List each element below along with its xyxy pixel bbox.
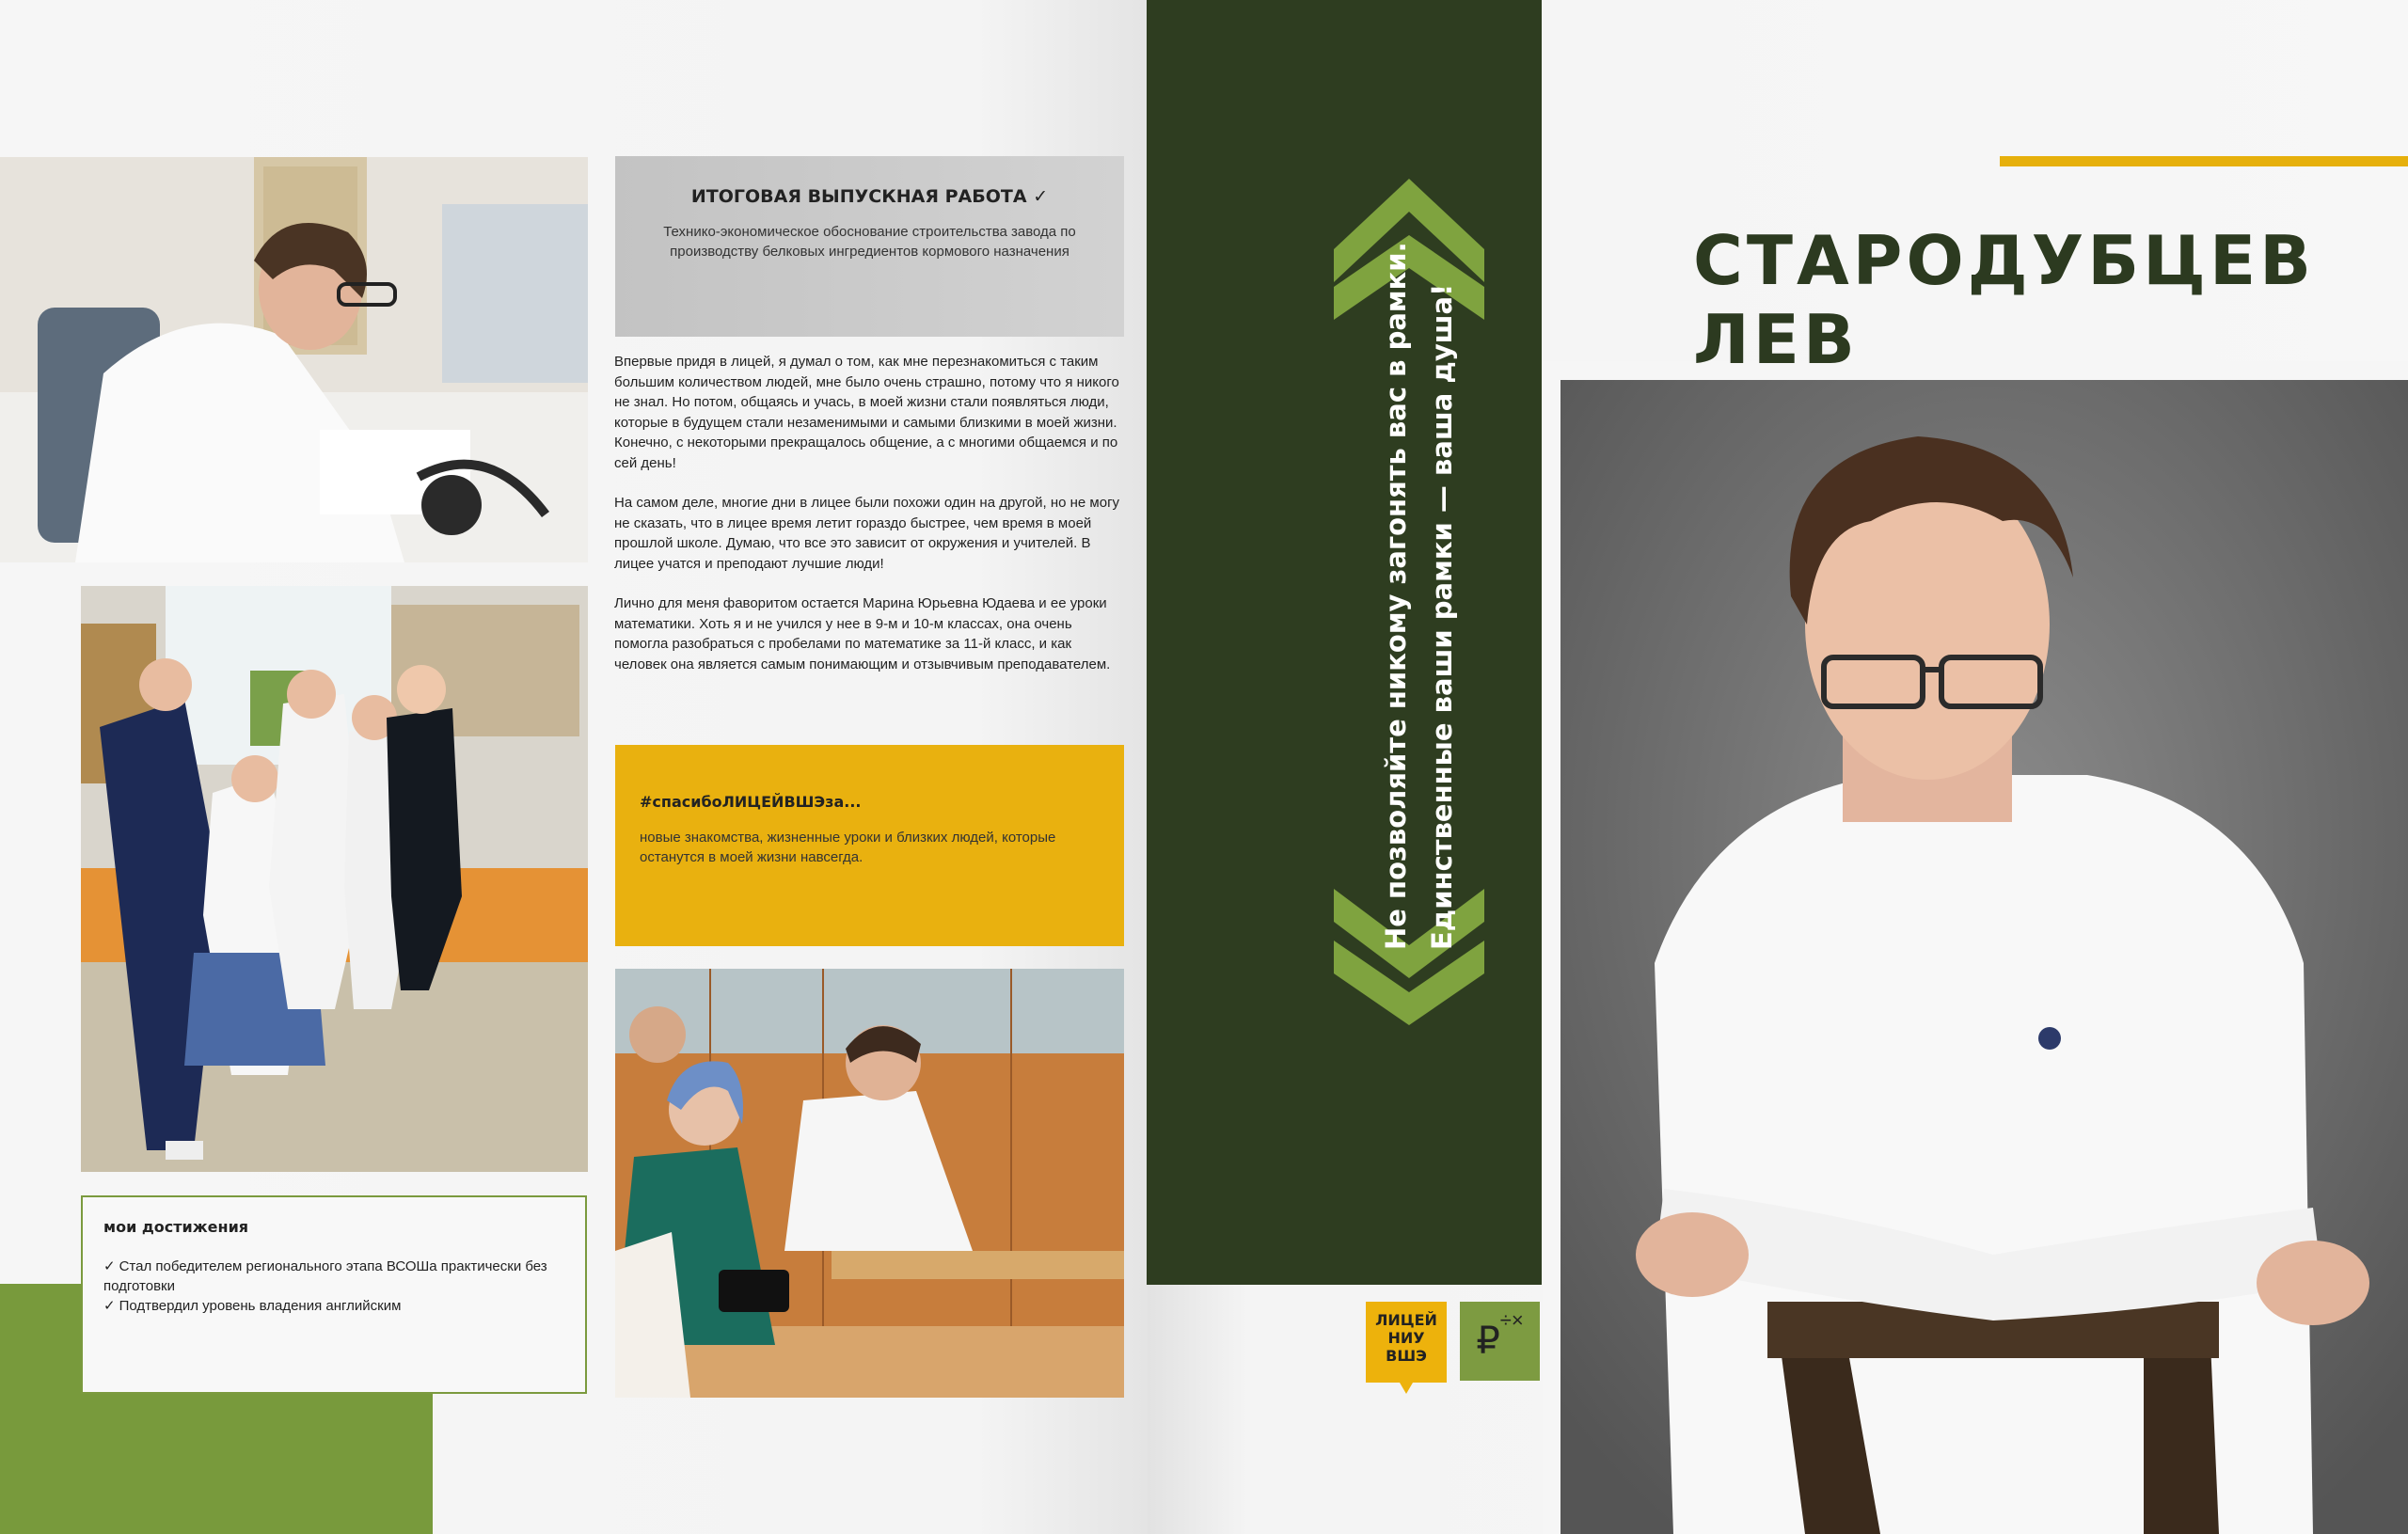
chevron-down-icon	[1334, 941, 1484, 1025]
check-icon: ✓	[103, 1298, 116, 1314]
story-text	[614, 352, 1127, 694]
achievements-list	[103, 1257, 555, 1316]
student-first-name: ЛЕВ	[1693, 300, 1859, 379]
check-icon: ✓	[1033, 186, 1049, 207]
photo-group-friends	[81, 586, 588, 1172]
story-paragraph: Впервые придя в лицей, я думал о том, как мне перезнакомиться с таким большим количеством людей, мне было очень страшно, потому что я никого не знал. Но потом, общаясь и учась, в моей жизни стали появляться люди, которые в будущем стали незаменимыми и самыми близкими в моей жизни. Конечно, с некоторыми прекращалось общение, а с многими общаемся и по сей день!	[614, 354, 1119, 471]
thesis-title: ИТОГОВАЯ ВЫПУСКНАЯ РАБОТА ✓	[690, 186, 1049, 207]
thanks-hashtag: #спасибоЛИЦЕЙВШЭза...	[640, 793, 862, 811]
achievements-heading: мои достижения	[103, 1218, 249, 1236]
student-name	[1693, 221, 2315, 379]
economics-logo: ₽÷×	[1460, 1302, 1540, 1381]
photo-classroom	[615, 969, 1124, 1398]
story-paragraph: На самом деле, многие дни в лицее были похожи один на другой, но не могу не сказать, что в лицее время летит гораздо быстрее, чем время в моей прошлой школе. Думаю, что все это зависит от окружения и учителей. В лицее учатся и преподают лучшие люди!	[614, 495, 1120, 572]
achievements-box	[81, 1195, 587, 1394]
portrait-photo	[1560, 380, 2408, 1534]
thesis-box	[615, 156, 1124, 337]
quote-line: Не позволяйте никому загонять вас в рамки.	[1380, 242, 1412, 950]
thesis-description: Технико-экономическое обоснование строительства завода по производству белковых ингредиентов кормового назначения	[663, 224, 1076, 260]
thanks-box	[615, 745, 1124, 946]
quote-line: Единственные ваши рамки — ваша душа!	[1426, 283, 1458, 950]
lyceum-logo: ЛИЦЕЙ НИУ ВШЭ	[1366, 1302, 1447, 1383]
student-surname: СТАРОДУБЦЕВ	[1693, 221, 2316, 300]
story-paragraph: Лично для меня фаворитом остается Марина Юрьевна Юдаева и ее уроки математики. Хоть я и не учился у нее в 9-м и 10-м классах, она очень помогла разобраться с пробелами по математике за 11-й класс, и как человек она является самым понимающим и отзывчивым преподавателем.	[614, 595, 1111, 672]
photo-student-writing	[0, 157, 588, 562]
accent-bar	[2000, 156, 2408, 166]
check-icon: ✓	[103, 1258, 116, 1274]
quote-text	[1373, 179, 1465, 950]
logo-pointer	[1400, 1383, 1413, 1394]
achievement-item: ✓ Подтвердил уровень владения английским	[103, 1298, 402, 1314]
thanks-text: новые знакомства, жизненные уроки и близких людей, которые останутся в моей жизни навсегда.	[640, 830, 1056, 865]
achievement-item: ✓ Стал победителем регионального этапа ВСОШа практически без подготовки	[103, 1258, 547, 1294]
